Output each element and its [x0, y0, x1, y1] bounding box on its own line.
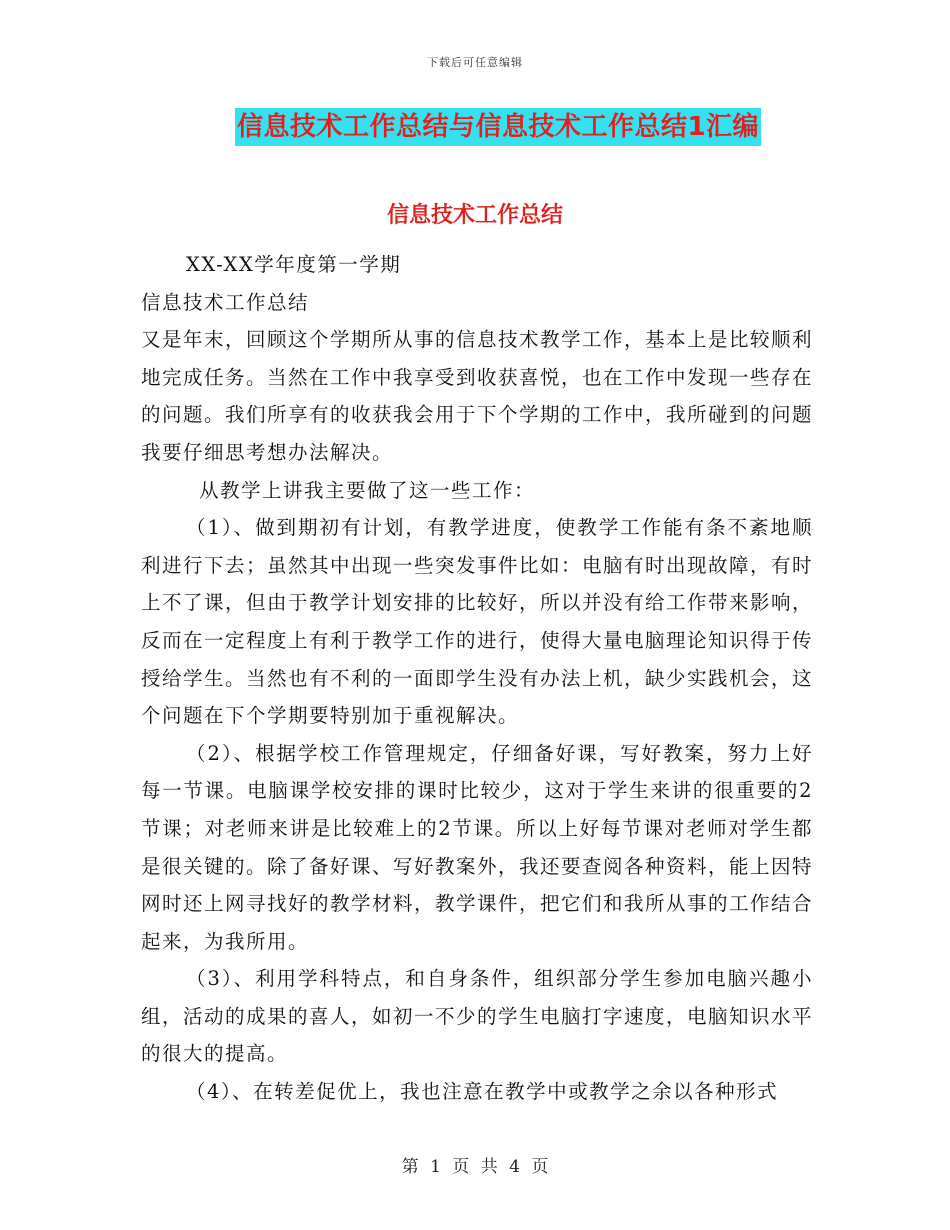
- document-title: 信息技术工作总结与信息技术工作总结1汇编: [235, 108, 761, 146]
- paragraph-subtitle: 信息技术工作总结: [141, 290, 310, 314]
- paragraph-intro: 又是年末，回顾这个学期所从事的信息技术教学工作，基本上是比较顺利地完成任务。当然在工作中我享受到收获喜悦，也在工作中发现一些存在的问题。我们所享有的收获我会用于下个学期的工作中，我所碰到的问题我要仔细思考想办法解决。: [141, 328, 814, 464]
- header-note: 下载后可任意编辑: [427, 56, 523, 69]
- paragraph-term: XX-XX学年度第一学期: [186, 253, 402, 276]
- paragraph-item-3: （3）、利用学科特点，和自身条件，组织部分学生参加电脑兴趣小组，活动的成果的喜人，如初一不少的学生电脑打字速度，电脑知识水平的很大的提高。: [141, 967, 814, 1066]
- document-title-container: [0, 108, 950, 146]
- section-title: 信息技术工作总结: [386, 203, 563, 228]
- paragraph-item-1: （1）、做到期初有计划，有教学进度，使教学工作能有条不紊地顺利进行下去；虽然其中出现一些突发事件比如：电脑有时出现故障，有时上不了课，但由于教学计划安排的比较好，所以并没有给工作带来影响，反而在一定程度上有利于教学工作的进行，使得大量电脑理论知识得于传授给学生。当然也有不利的一面即学生没有办法上机，缺少实践机会，这个问题在下个学期要特别加于重视解决。: [141, 516, 814, 728]
- paragraph-work-heading: 从教学上讲我主要做了这一些工作：: [199, 478, 536, 502]
- paragraph-item-4: （4）、在转差促优上，我也注意在教学中或教学之余以各种形式: [186, 1080, 779, 1104]
- page-number: 第 1 页 共 4 页: [401, 1157, 549, 1177]
- document-body: [141, 246, 813, 1111]
- paragraph-item-2: （2）、根据学校工作管理规定，仔细备好课，写好教案，努力上好每一节课。电脑课学校安排的课时比较少，这对于学生来讲的很重要的2节课；对老师来讲是比较难上的2节课。所以上好每节课对老师对学生都是很关键的。除了备好课、写好教案外，我还要查阅各种资料，能上因特网时还上网寻找好的教学材料，教学课件，把它们和我所从事的工作结合起来，为我所用。: [141, 741, 814, 953]
